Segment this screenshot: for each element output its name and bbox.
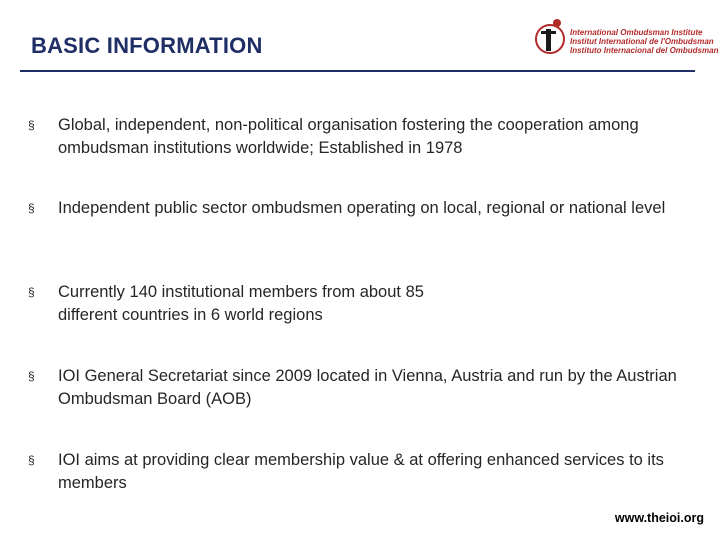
bullet-text: Independent public sector ombudsmen operating on local, regional or national level <box>58 199 666 217</box>
logo-text <box>570 28 718 55</box>
bullet-marker: § <box>28 453 35 467</box>
bullet-marker: § <box>28 285 35 299</box>
bullet-item <box>28 114 688 160</box>
bullet-marker: § <box>28 118 35 132</box>
bullet-text: IOI General Secretariat since 2009 located in Vienna, Austria and run by the Austrian Ombudsman Board (AOB) <box>58 367 677 408</box>
bullet-item <box>28 449 688 495</box>
bullet-text: IOI aims at providing clear membership value & at offering enhanced services to its members <box>58 451 664 492</box>
logo-line: International Ombudsman Institute <box>570 28 703 37</box>
logo-line: Institut International de l'Ombudsman <box>570 37 714 46</box>
bullet-marker: § <box>28 201 35 215</box>
bullet-marker: § <box>28 369 35 383</box>
ioi-logo-icon <box>533 14 573 60</box>
bullet-text: Global, independent, non-political organisation fostering the cooperation among ombudsman institutions worldwide; Established in 1978 <box>58 116 639 157</box>
bullet-text: Currently 140 institutional members from about 85 different countries in 6 world regions <box>58 283 424 324</box>
bullet-item <box>28 281 688 327</box>
title-divider <box>20 70 695 72</box>
bullet-item <box>28 197 688 220</box>
logo-line: Instituto Internacional del Ombudsman <box>570 46 719 55</box>
bullet-item <box>28 365 688 411</box>
ioi-logo <box>533 14 719 60</box>
website-url: www.theioi.org <box>614 511 704 525</box>
page-title: BASIC INFORMATION <box>31 33 263 58</box>
